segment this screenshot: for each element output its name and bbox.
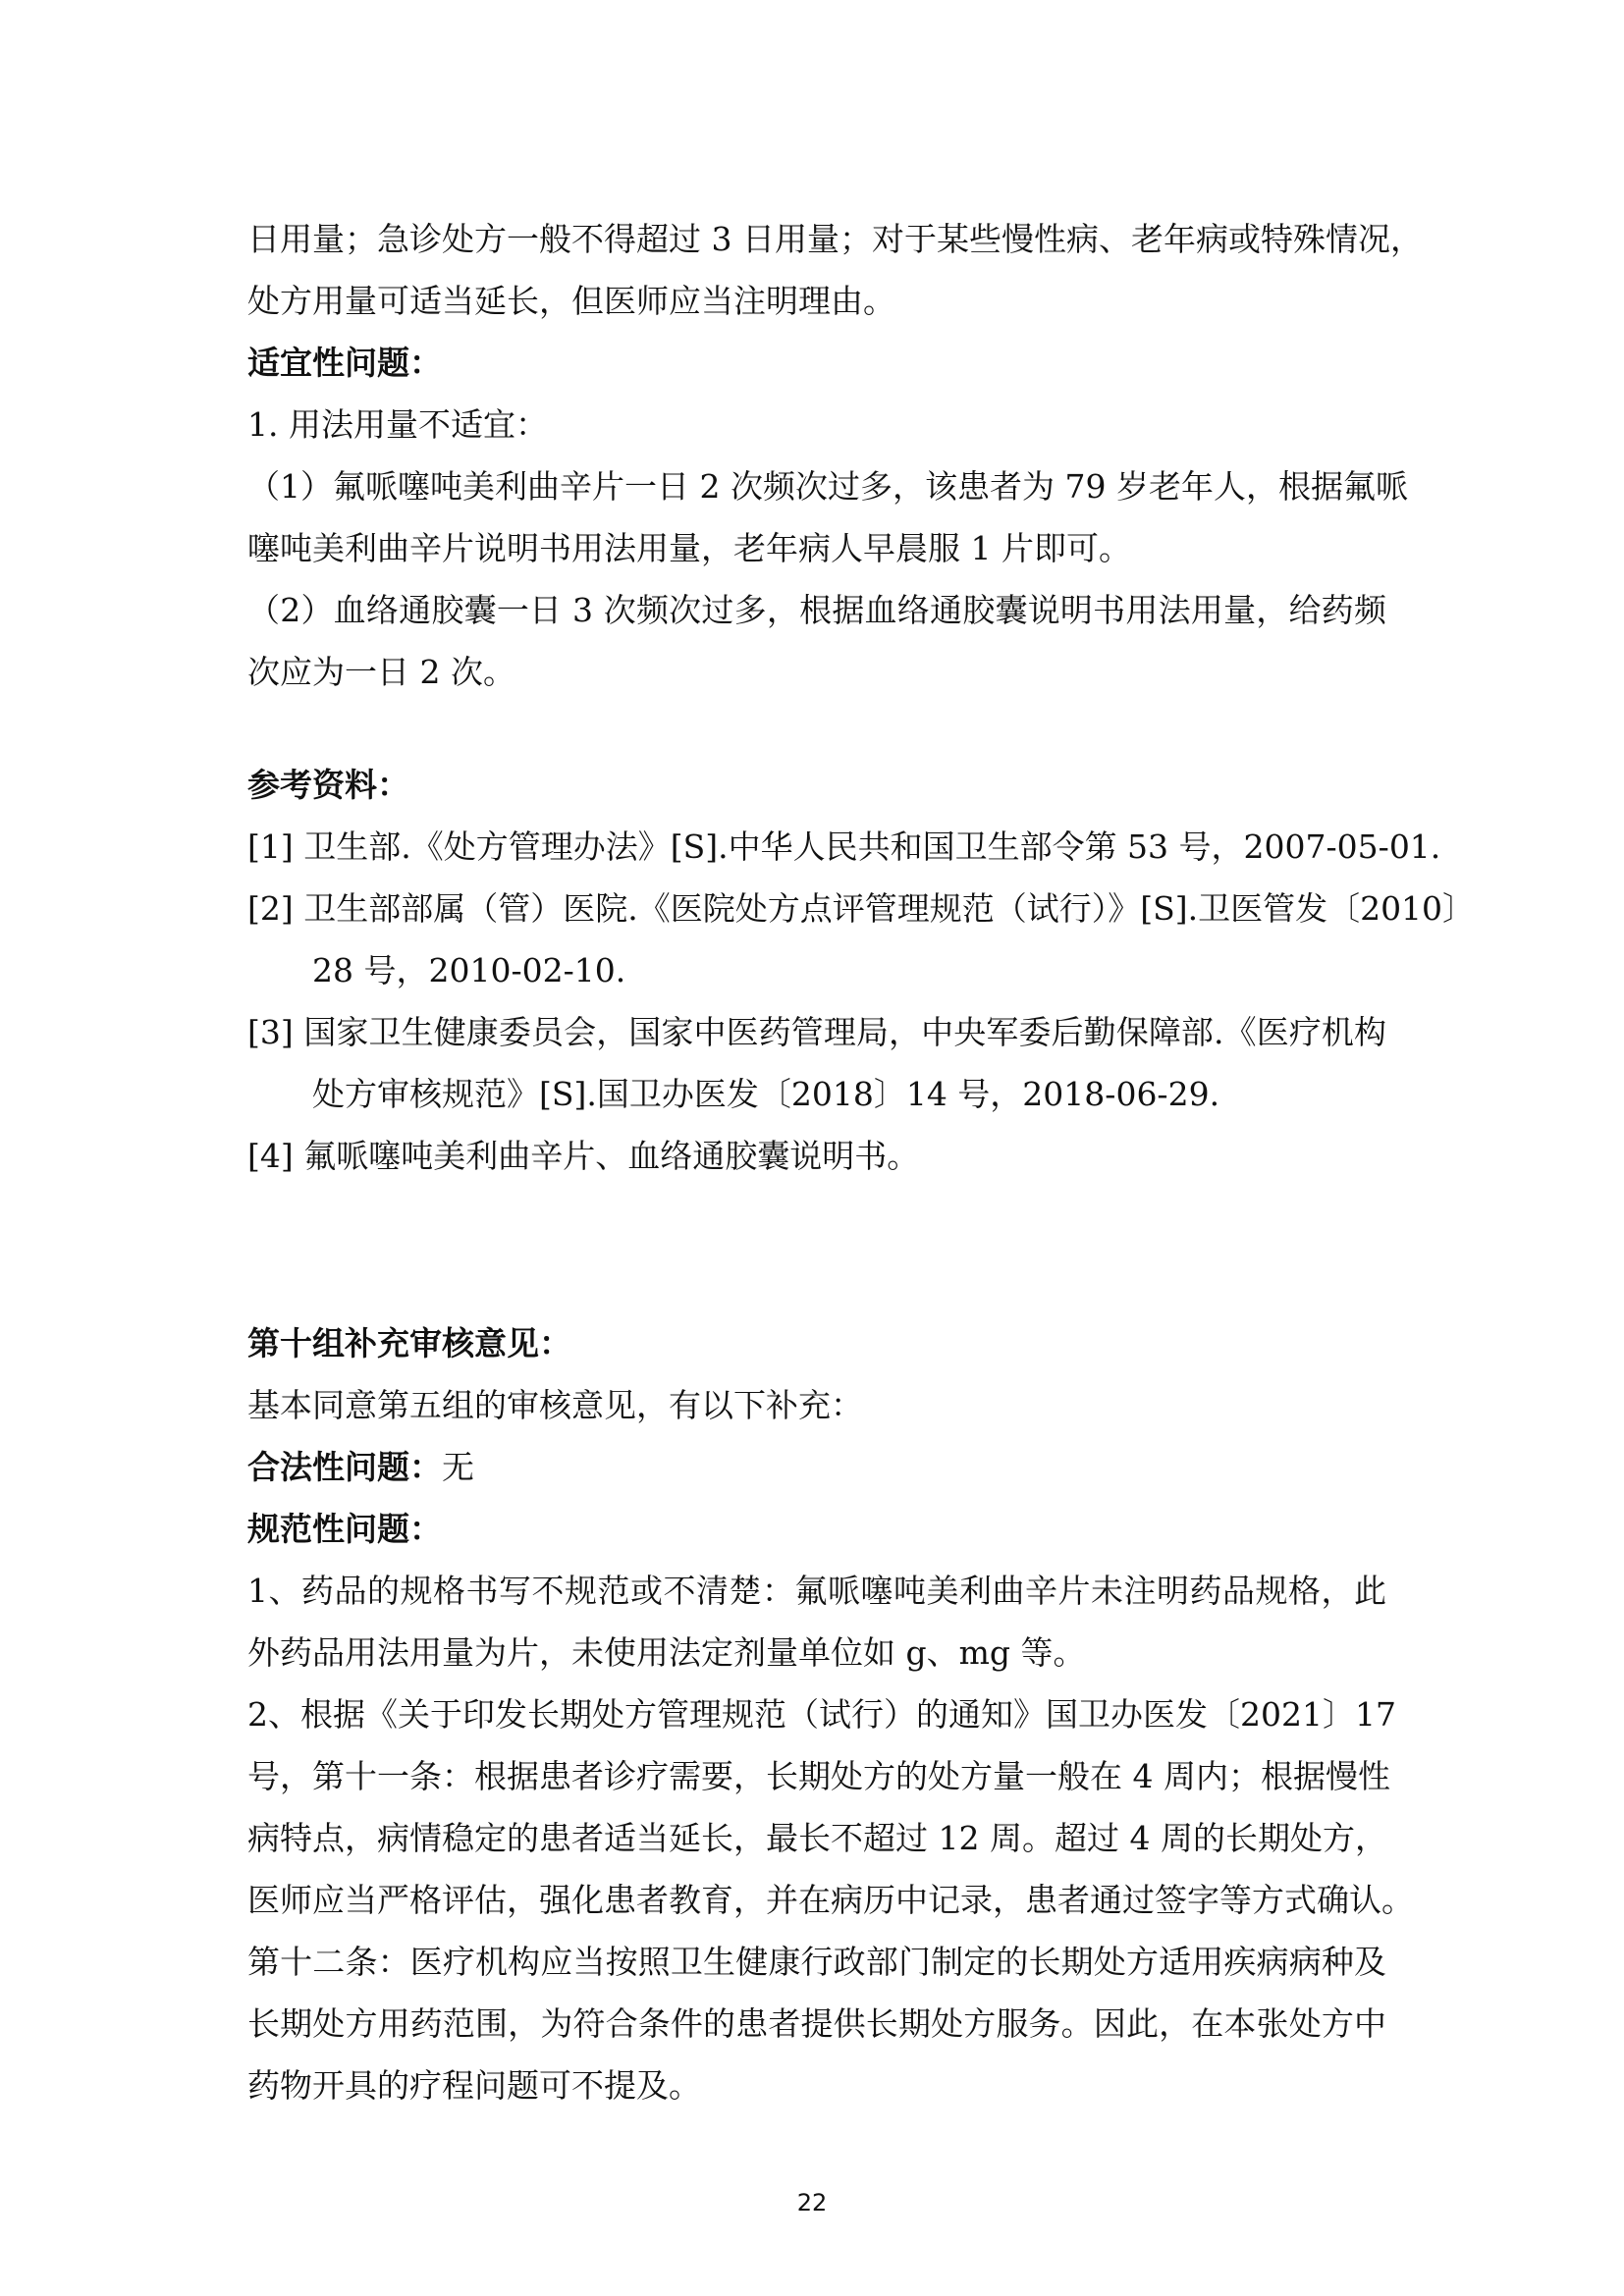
paragraph-line: 日用量；急诊处方一般不得超过 3 日用量；对于某些慢性病、老年病或特殊情况， <box>247 220 1423 258</box>
document-body <box>247 208 1476 2116</box>
reference-item: [2] 卫生部部属（管）医院.《医院处方点评管理规范（试行）》[S].卫医管发〔2010〕 <box>247 889 1476 928</box>
section-heading: 第十组补充审核意见： <box>247 1324 571 1362</box>
paragraph-line: 病特点，病情稳定的患者适当延长，最长不超过 12 周。超过 4 周的长期处方， <box>247 1819 1387 1857</box>
section-heading: 适宜性问题： <box>247 344 442 382</box>
page-number: 22 <box>796 2189 828 2216</box>
reference-item: [1] 卫生部.《处方管理办法》[S].中华人民共和国卫生部令第 53 号，2007-05-01. <box>247 828 1441 866</box>
reference-item: 28 号，2010-02-10. <box>312 951 626 989</box>
reference-item: [3] 国家卫生健康委员会，国家中医药管理局，中央军委后勤保障部.《医疗机构 <box>247 1013 1386 1051</box>
legality-label: 合法性问题： <box>247 1448 442 1486</box>
paragraph-line: 药物开具的疗程问题可不提及。 <box>247 2066 701 2105</box>
paragraph-line: 1、药品的规格书写不规范或不清楚：氟哌噻吨美利曲辛片未注明药品规格，此 <box>247 1572 1386 1610</box>
paragraph-line: 长期处方用药范围，为符合条件的患者提供长期处方服务。因此，在本张处方中 <box>247 2004 1386 2043</box>
list-item: 噻吨美利曲辛片说明书用法用量，老年病人早晨服 1 片即可。 <box>247 529 1131 567</box>
section-heading: 规范性问题： <box>247 1510 442 1548</box>
paragraph-line: 医师应当严格评估，强化患者教育，并在病历中记录，患者通过签字等方式确认。 <box>247 1881 1414 1919</box>
reference-item: [4] 氟哌噻吨美利曲辛片、血络通胶囊说明书。 <box>247 1137 920 1175</box>
paragraph-line: 基本同意第五组的审核意见，有以下补充： <box>247 1386 863 1424</box>
paragraph-line: 外药品用法用量为片，未使用法定剂量单位如 g、mg 等。 <box>247 1633 1086 1672</box>
list-item: 次应为一日 2 次。 <box>247 653 515 691</box>
paragraph-line: 2、根据《关于印发长期处方管理规范（试行）的通知》国卫办医发〔2021〕17 <box>247 1695 1396 1734</box>
paragraph-line: 号，第十一条：根据患者诊疗需要，长期处方的处方量一般在 4 周内；根据慢性 <box>247 1757 1390 1795</box>
paragraph-line: 第十二条：医疗机构应当按照卫生健康行政部门制定的长期处方适用疾病病种及 <box>247 1943 1386 1981</box>
paragraph-line: 处方用量可适当延长，但医师应当注明理由。 <box>247 282 895 320</box>
list-item: （2）血络通胶囊一日 3 次频次过多，根据血络通胶囊说明书用法用量，给药频 <box>247 591 1386 629</box>
reference-item: 处方审核规范》[S].国卫办医发〔2018〕14 号，2018-06-29. <box>312 1075 1220 1113</box>
list-item: （1）氟哌噻吨美利曲辛片一日 2 次频次过多，该患者为 79 岁老年人，根据氟哌 <box>247 467 1408 506</box>
legality-value: 无 <box>442 1448 474 1486</box>
section-heading: 参考资料： <box>247 766 409 804</box>
list-item: 1. 用法用量不适宜： <box>247 405 548 444</box>
legality-line <box>247 1436 1386 1498</box>
